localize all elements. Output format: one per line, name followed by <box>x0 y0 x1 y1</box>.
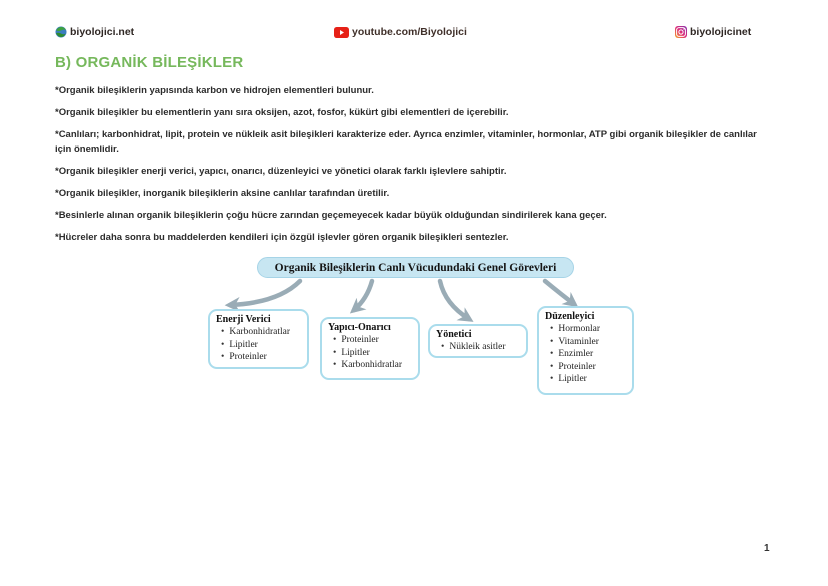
box-item: • Proteinler <box>550 361 628 374</box>
box-item: • Enzimler <box>550 348 628 361</box>
youtube-link[interactable] <box>334 26 467 38</box>
paragraph: *Besinlerle alınan organik bileşiklerin çoğu hücre zarından geçemeyecek kadar büyük olduğundan sindirilerek kana geçer. <box>55 210 607 221</box>
box-item: • Nükleik asitler <box>441 341 522 354</box>
box-item-list <box>328 334 414 372</box>
diagram-box-yapici-onarici <box>320 317 420 380</box>
diagram-header: Organik Bileşiklerin Canlı Vücudundaki Genel Görevleri <box>257 257 574 278</box>
page-title: B) ORGANİK BİLEŞİKLER <box>55 54 244 71</box>
diagram-box-enerji-verici <box>208 309 309 369</box>
instagram-link[interactable] <box>675 26 751 38</box>
box-title: Yapıcı-Onarıcı <box>328 322 391 333</box>
globe-icon <box>55 26 67 38</box>
paragraph: *Organik bileşiklerin yapısında karbon ve hidrojen elementleri bulunur. <box>55 85 374 96</box>
box-item: • Hormonlar <box>550 323 628 336</box>
arrow-to-yapici-onarici <box>354 281 372 310</box>
instagram-label: biyolojicinet <box>690 26 752 38</box>
box-item: • Karbonhidratlar <box>333 359 414 372</box>
website-link[interactable] <box>55 26 134 38</box>
arrow-to-duzenleyici <box>545 281 574 304</box>
box-title: Enerji Verici <box>216 314 271 325</box>
box-item: • Lipitler <box>221 339 303 352</box>
box-item-list <box>545 323 628 386</box>
box-title: Düzenleyici <box>545 311 595 322</box>
box-item: • Proteinler <box>221 351 303 364</box>
diagram-box-duzenleyici <box>537 306 634 395</box>
youtube-icon <box>334 27 349 38</box>
box-item: • Lipitler <box>550 373 628 386</box>
paragraph: *Organik bileşikler, inorganik bileşiklerin aksine canlılar tarafından üretilir. <box>55 188 390 199</box>
box-item: • Vitaminler <box>550 336 628 349</box>
instagram-icon <box>675 26 687 38</box>
body-text <box>55 83 757 252</box>
box-item: • Karbonhidratlar <box>221 326 303 339</box>
paragraph: *Organik bileşikler bu elementlerin yanı sıra oksijen, azot, fosfor, kükürt gibi elementleri de içerebilir. <box>55 107 509 118</box>
arrow-to-enerji-verici <box>230 281 300 305</box>
youtube-label: youtube.com/Biyolojici <box>352 26 467 38</box>
box-title: Yönetici <box>436 329 472 340</box>
box-item: • Lipitler <box>333 347 414 360</box>
box-item-list <box>436 341 522 354</box>
page-number: 1 <box>764 543 770 554</box>
box-item: • Proteinler <box>333 334 414 347</box>
arrow-to-yonetici <box>440 281 469 319</box>
paragraph: *Hücreler daha sonra bu maddelerden kendileri için özgül işlevler gören organik bileşikleri sentezler. <box>55 232 509 243</box>
box-item-list <box>216 326 303 364</box>
diagram-box-yonetici <box>428 324 528 358</box>
paragraph: *Canlıları; karbonhidrat, lipit, protein ve nükleik asit bileşikleri karakterize eder. Ayrıca enzimler, vitaminler, hormonlar, ATP gibi organik bileşikler de canlılar için önemlidir. <box>55 129 757 155</box>
paragraph: *Organik bileşikler enerji verici, yapıcı, onarıcı, düzenleyici ve yönetici olarak farklı işlevlere sahiptir. <box>55 166 507 177</box>
website-label: biyolojici.net <box>70 26 135 38</box>
